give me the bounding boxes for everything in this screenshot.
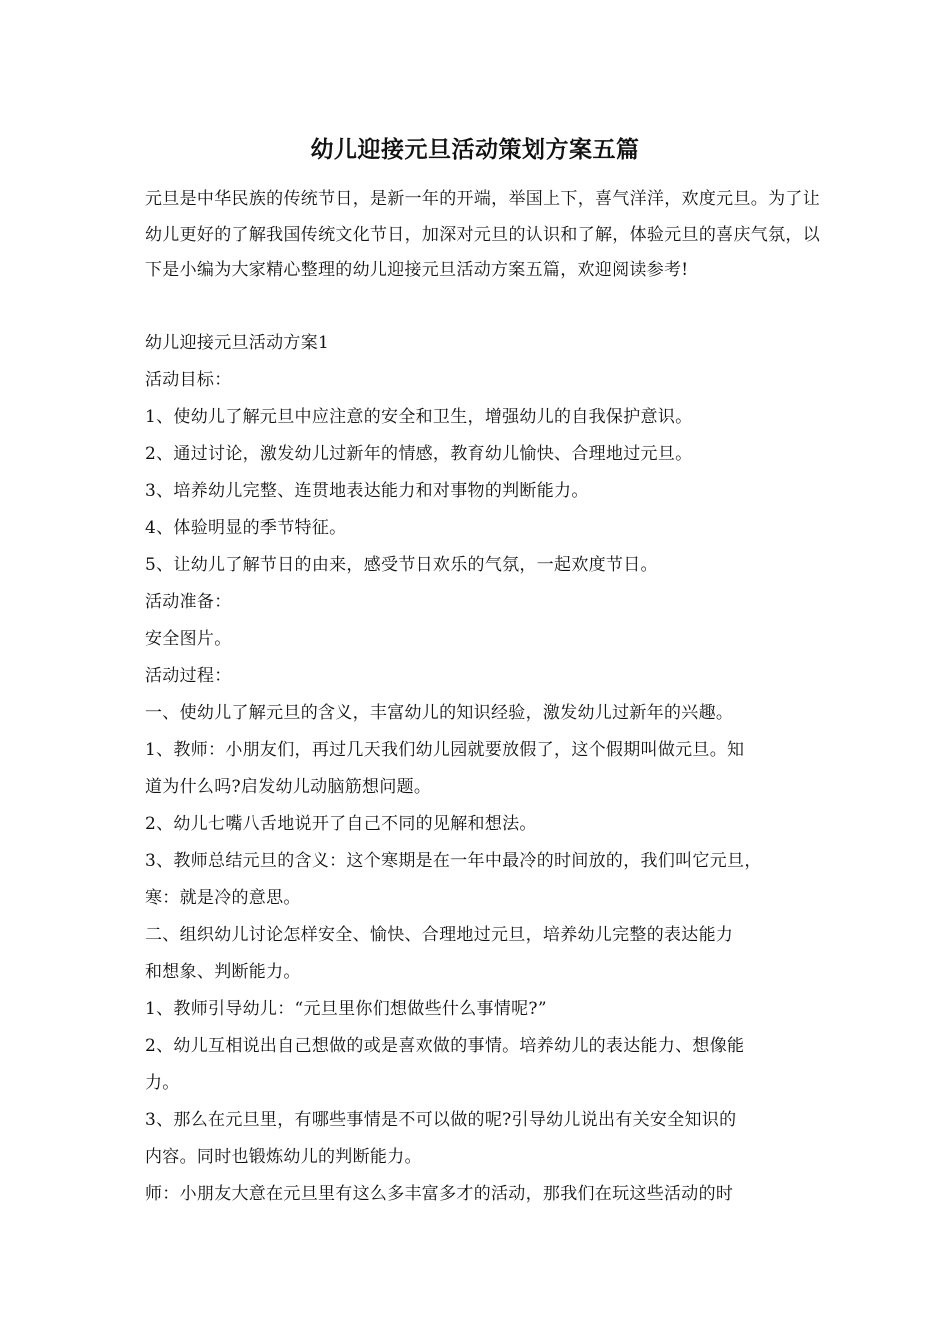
text-line: 3、那么在元旦里，有哪些事情是不可以做的呢?引导幼儿说出有关安全知识的 bbox=[145, 1109, 737, 1130]
text-line: 2、幼儿七嘴八舌地说开了自己不同的见解和想法。 bbox=[145, 813, 537, 834]
text-line: 寒：就是冷的意思。 bbox=[145, 887, 301, 908]
document-title: 幼儿迎接元旦活动策划方案五篇 bbox=[310, 136, 640, 163]
paragraph-spacer bbox=[145, 289, 820, 325]
text-line: 一、使幼儿了解元旦的含义，丰富幼儿的知识经验，激发幼儿过新年的兴趣。 bbox=[145, 702, 734, 723]
subheading-process: 活动过程： bbox=[145, 665, 232, 686]
text-line: 安全图片。 bbox=[145, 628, 232, 649]
text-line: 1、教师：小朋友们，再过几天我们幼儿园就要放假了，这个假期叫做元旦。知 bbox=[145, 739, 745, 760]
text-line: 1、使幼儿了解元旦中应注意的安全和卫生，增强幼儿的自我保护意识。 bbox=[145, 406, 693, 427]
text-line: 二、组织幼儿讨论怎样安全、愉快、合理地过元旦，培养幼儿完整的表达能力 bbox=[145, 924, 734, 945]
text-line: 力。 bbox=[145, 1072, 180, 1093]
text-line: 4、体验明显的季节特征。 bbox=[145, 517, 347, 538]
text-line: 3、培养幼儿完整、连贯地表达能力和对事物的判断能力。 bbox=[145, 480, 589, 501]
text-line: 内容。同时也锻炼幼儿的判断能力。 bbox=[145, 1146, 422, 1167]
text-line: 师：小朋友大意在元旦里有这么多丰富多才的活动，那我们在玩这些活动的时 bbox=[145, 1183, 734, 1204]
text-line: 道为什么吗?启发幼儿动脑筋想问题。 bbox=[145, 776, 432, 797]
text-line: 和想象、判断能力。 bbox=[145, 961, 301, 982]
body-lines bbox=[145, 325, 820, 1213]
text-line: 2、通过讨论，激发幼儿过新年的情感，教育幼儿愉快、合理地过元旦。 bbox=[145, 443, 693, 464]
text-line: 5、让幼儿了解节日的由来，感受节日欢乐的气氛，一起欢度节日。 bbox=[145, 554, 658, 575]
intro-paragraph: 元旦是中华民族的传统节日，是新一年的开端，举国上下，喜气洋洋，欢度元旦。为了让幼儿更好的了解我国传统文化节日，加深对元旦的认识和了解，体验元旦的喜庆气氛，以下是小编为大家精心整理的幼儿迎接元旦活动方案五篇，欢迎阅读参考! bbox=[145, 189, 820, 280]
text-line: 1、教师引导幼儿：“元旦里你们想做些什么事情呢?” bbox=[145, 998, 547, 1019]
subheading-preparation: 活动准备： bbox=[145, 591, 232, 612]
text-line: 2、幼儿互相说出自己想做的或是喜欢做的事情。培养幼儿的表达能力、想像能 bbox=[145, 1035, 745, 1056]
text-line: 3、教师总结元旦的含义：这个寒期是在一年中最冷的时间放的，我们叫它元旦， bbox=[145, 850, 762, 871]
subheading-goals: 活动目标： bbox=[145, 369, 232, 390]
document-body bbox=[145, 182, 820, 1213]
section-heading: 幼儿迎接元旦活动方案1 bbox=[145, 332, 330, 353]
